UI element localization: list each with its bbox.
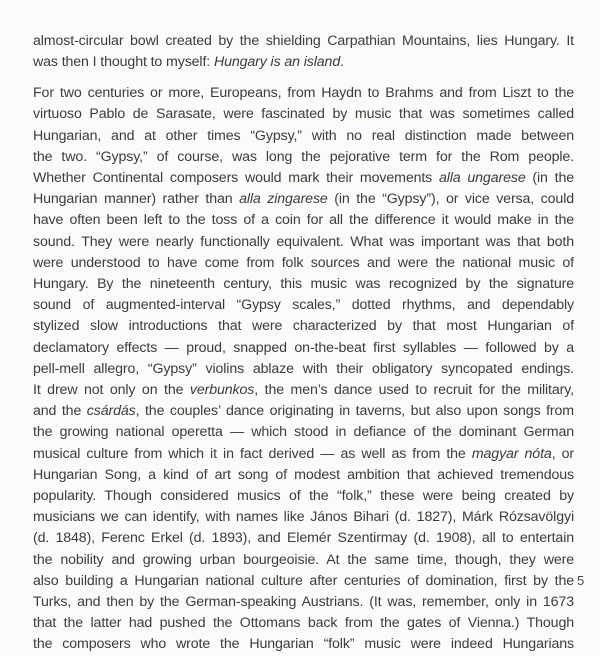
text-line bbox=[33, 359, 574, 380]
text-line bbox=[33, 210, 574, 231]
text-segment: Turks, and then by the German-speaking Austrians. (It was, remember, only in 1673 bbox=[33, 594, 574, 611]
text-segment: musicians we can identify, with names like János Bihari (d. 1827), Márk Rózsavölgyi bbox=[33, 509, 574, 526]
text-segment: were understood to have come from folk sources and were the national music of bbox=[33, 254, 574, 271]
text-segment: popularity. Though considered musics of the “folk,” these were being created by bbox=[33, 488, 574, 505]
body-text bbox=[33, 31, 574, 656]
text-segment: (in the bbox=[525, 170, 574, 187]
paragraph bbox=[33, 31, 574, 73]
text-segment: , the couples’ dance originating in taverns, but also upon songs from bbox=[135, 403, 574, 420]
text-line bbox=[33, 422, 574, 443]
text-line bbox=[33, 338, 574, 359]
text-segment: . bbox=[340, 54, 344, 71]
text-line bbox=[33, 550, 574, 571]
text-line bbox=[33, 507, 574, 528]
text-segment: Whether Continental composers would mark their movements bbox=[33, 170, 439, 187]
italic-text: verbunkos bbox=[189, 382, 255, 399]
text-line bbox=[33, 274, 574, 295]
text-segment: and the bbox=[33, 403, 87, 420]
text-segment: the two. “Gypsy,” of course, was long the pejorative term for the Rom people. bbox=[33, 148, 574, 165]
text-line bbox=[33, 634, 574, 655]
text-line bbox=[33, 592, 574, 613]
text-segment: sound. They were nearly functionally equivalent. What was important was that both bbox=[33, 233, 574, 250]
text-line bbox=[33, 380, 574, 401]
text-line bbox=[33, 444, 574, 465]
text-segment: the growing national operetta — which stood in defiance of the dominant German bbox=[33, 424, 574, 441]
text-segment: For two centuries or more, Europeans, from Haydn to Brahms and from Liszt to the bbox=[33, 85, 574, 102]
text-segment: musical culture from which it in fact derived — as well as from the bbox=[33, 445, 472, 462]
text-line bbox=[33, 83, 574, 104]
text-segment: have often been left to the toss of a coin for all the difference it would make in the bbox=[33, 212, 574, 229]
text-line bbox=[33, 126, 574, 147]
text-line bbox=[33, 465, 574, 486]
text-segment: the nobility and growing urban bourgeoisie. At the same time, though, they were bbox=[33, 551, 574, 568]
text-line bbox=[33, 147, 574, 168]
text-segment: also building a Hungarian national culture after centuries of domination, first by the bbox=[33, 572, 574, 589]
text-line bbox=[33, 189, 574, 210]
text-segment: Hungary. By the nineteenth century, this music was recognized by the signature bbox=[33, 276, 574, 293]
text-segment: , or bbox=[551, 445, 575, 462]
italic-text: csárdás bbox=[86, 403, 136, 420]
italic-text: magyar nóta bbox=[471, 445, 552, 462]
text-segment: Hungarian, and at other times “Gypsy,” with no real distinction made between bbox=[33, 127, 574, 144]
text-segment: stylized slow introductions that were characterized by that most Hungarian of bbox=[33, 318, 574, 335]
text-segment: (in the “Gypsy”), or vice versa, could bbox=[327, 191, 574, 208]
italic-text: alla ungarese bbox=[438, 170, 526, 187]
text-line bbox=[33, 104, 574, 125]
text-segment: sound of augmented-interval “Gypsy scales,” dotted rhythms, and dependably bbox=[33, 297, 574, 314]
text-line bbox=[33, 52, 574, 73]
paragraph bbox=[33, 83, 574, 655]
text-line bbox=[33, 295, 574, 316]
text-line bbox=[33, 232, 574, 253]
text-line bbox=[33, 571, 574, 592]
page-number: 5 bbox=[577, 573, 585, 588]
text-segment: , the men’s dance used to recruit for the military, bbox=[254, 382, 574, 399]
text-segment: that the latter had pushed the Ottomans back from the gates of Vienna.) Though bbox=[33, 615, 574, 632]
text-line bbox=[33, 316, 574, 337]
text-line bbox=[33, 486, 574, 507]
text-segment: Hungarian Song, a kind of art song of modest ambition that achieved tremendous bbox=[33, 466, 574, 483]
text-segment: Hungarian manner) rather than bbox=[33, 191, 240, 208]
text-segment: was then I thought to myself: bbox=[33, 54, 214, 71]
text-segment: (d. 1848), Ferenc Erkel (d. 1893), and Elemér Szentirmay (d. 1908), all to entertain bbox=[33, 530, 574, 547]
text-segment: virtuoso Pablo de Sarasate, were fascinated by music that was sometimes called bbox=[33, 106, 574, 123]
text-line bbox=[33, 613, 574, 634]
text-segment: declamatory effects — proud, snapped on-the-beat first syllables — followed by a bbox=[33, 339, 574, 356]
text-segment: the composers who wrote the Hungarian “folk” music were indeed Hungarians bbox=[33, 636, 574, 653]
italic-text: alla zingarese bbox=[239, 191, 328, 208]
text-segment: pell-mell allegro, “Gypsy” violins ablaze with their obligatory syncopated endings. bbox=[33, 360, 574, 377]
text-line bbox=[33, 253, 574, 274]
text-line bbox=[33, 168, 574, 189]
text-line bbox=[33, 401, 574, 422]
text-segment: almost-circular bowl created by the shielding Carpathian Mountains, lies Hungary. It bbox=[33, 33, 574, 49]
text-segment: It drew not only on the bbox=[33, 382, 190, 399]
text-line bbox=[33, 528, 574, 549]
italic-text: Hungary is an island bbox=[213, 54, 341, 71]
text-line bbox=[33, 31, 574, 52]
